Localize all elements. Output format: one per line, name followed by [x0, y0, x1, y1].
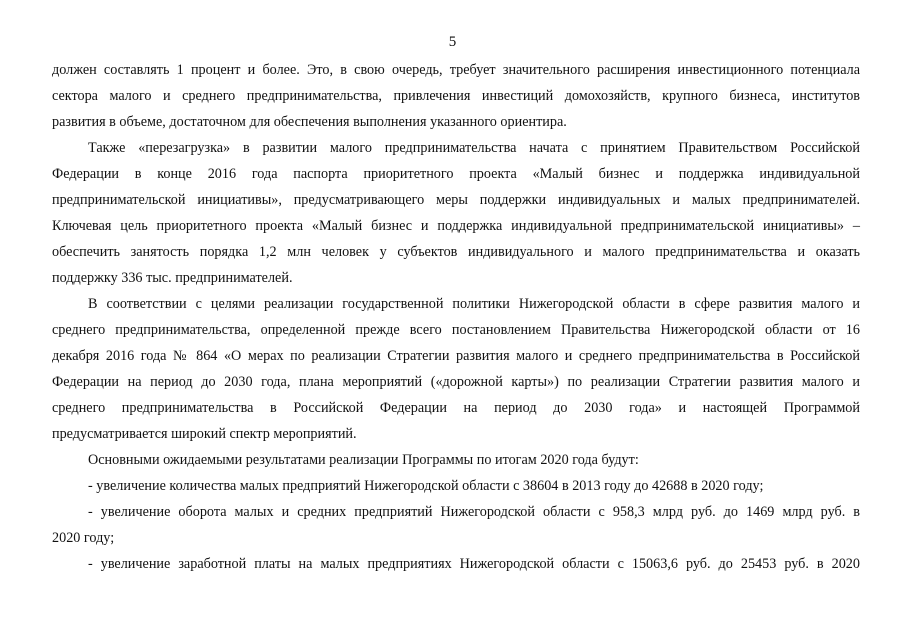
text-line: В соответствии с целями реализации государственной политики Нижегородской области в сфере развития малого и — [88, 296, 860, 312]
text-line: 2020 году; — [52, 530, 115, 546]
text-line: среднего предпринимательства в Российской Федерации на период до 2030 года» и настоящей Программой — [52, 400, 860, 416]
text-line: - увеличение оборота малых и средних предприятий Нижегородской области с 958,3 млрд руб. до 1469 млрд руб. в — [88, 504, 860, 520]
text-line: Также «перезагрузка» в развитии малого предпринимательства начата с принятием Правительством Российской — [88, 140, 860, 156]
paragraph — [52, 135, 860, 291]
paragraph — [52, 447, 860, 473]
document-body — [52, 57, 860, 577]
text-line: сектора малого и среднего предпринимательства, привлечения инвестиций домохозяйств, крупного бизнеса, институтов — [52, 88, 860, 104]
paragraph — [52, 499, 860, 551]
text-line: среднего предпринимательства, определенной прежде всего постановлением Правительства Нижегородской области от 16 — [52, 322, 860, 338]
text-line: - увеличение количества малых предприятий Нижегородской области с 38604 в 2013 году до 42688 в 2020 году; — [88, 478, 764, 494]
paragraph — [52, 551, 860, 577]
text-line: - увеличение заработной платы на малых предприятиях Нижегородской области с 15063,6 руб. до 25453 руб. в 2020 — [88, 556, 860, 572]
text-line: декабря 2016 года № 864 «О мерах по реализации Стратегии развития малого и среднего предпринимательства в Российской — [52, 348, 860, 364]
text-line: Основными ожидаемыми результатами реализации Программы по итогам 2020 года будут: — [88, 452, 639, 468]
text-line: Федерации на период до 2030 года, плана мероприятий («дорожной карты») по реализации Стратегии развития малого и — [52, 374, 860, 390]
paragraph — [52, 291, 860, 447]
text-line: обеспечить занятость порядка 1,2 млн человек у субъектов индивидуального и малого предпринимательства и оказать — [52, 244, 860, 260]
text-line: поддержку 336 тыс. предпринимателей. — [52, 270, 293, 286]
paragraph — [52, 57, 860, 135]
text-line: предпринимательской инициативы», предусматривающего меры поддержки индивидуальных и малых предпринимателей. — [52, 192, 860, 208]
text-line: Федерации в конце 2016 года паспорта приоритетного проекта «Малый бизнес и поддержка индивидуальной — [52, 166, 860, 182]
paragraph — [52, 473, 860, 499]
page-number: 5 — [448, 34, 457, 50]
text-line: предусматривается широкий спектр мероприятий. — [52, 426, 357, 442]
text-line: должен составлять 1 процент и более. Это, в свою очередь, требует значительного расширения инвестиционного потенциала — [52, 62, 860, 78]
text-line: Ключевая цель приоритетного проекта «Малый бизнес и поддержка индивидуальной предпринимательской инициативы» – — [52, 218, 860, 234]
text-line: развития в объеме, достаточном для обеспечения выполнения указанного ориентира. — [52, 114, 567, 130]
